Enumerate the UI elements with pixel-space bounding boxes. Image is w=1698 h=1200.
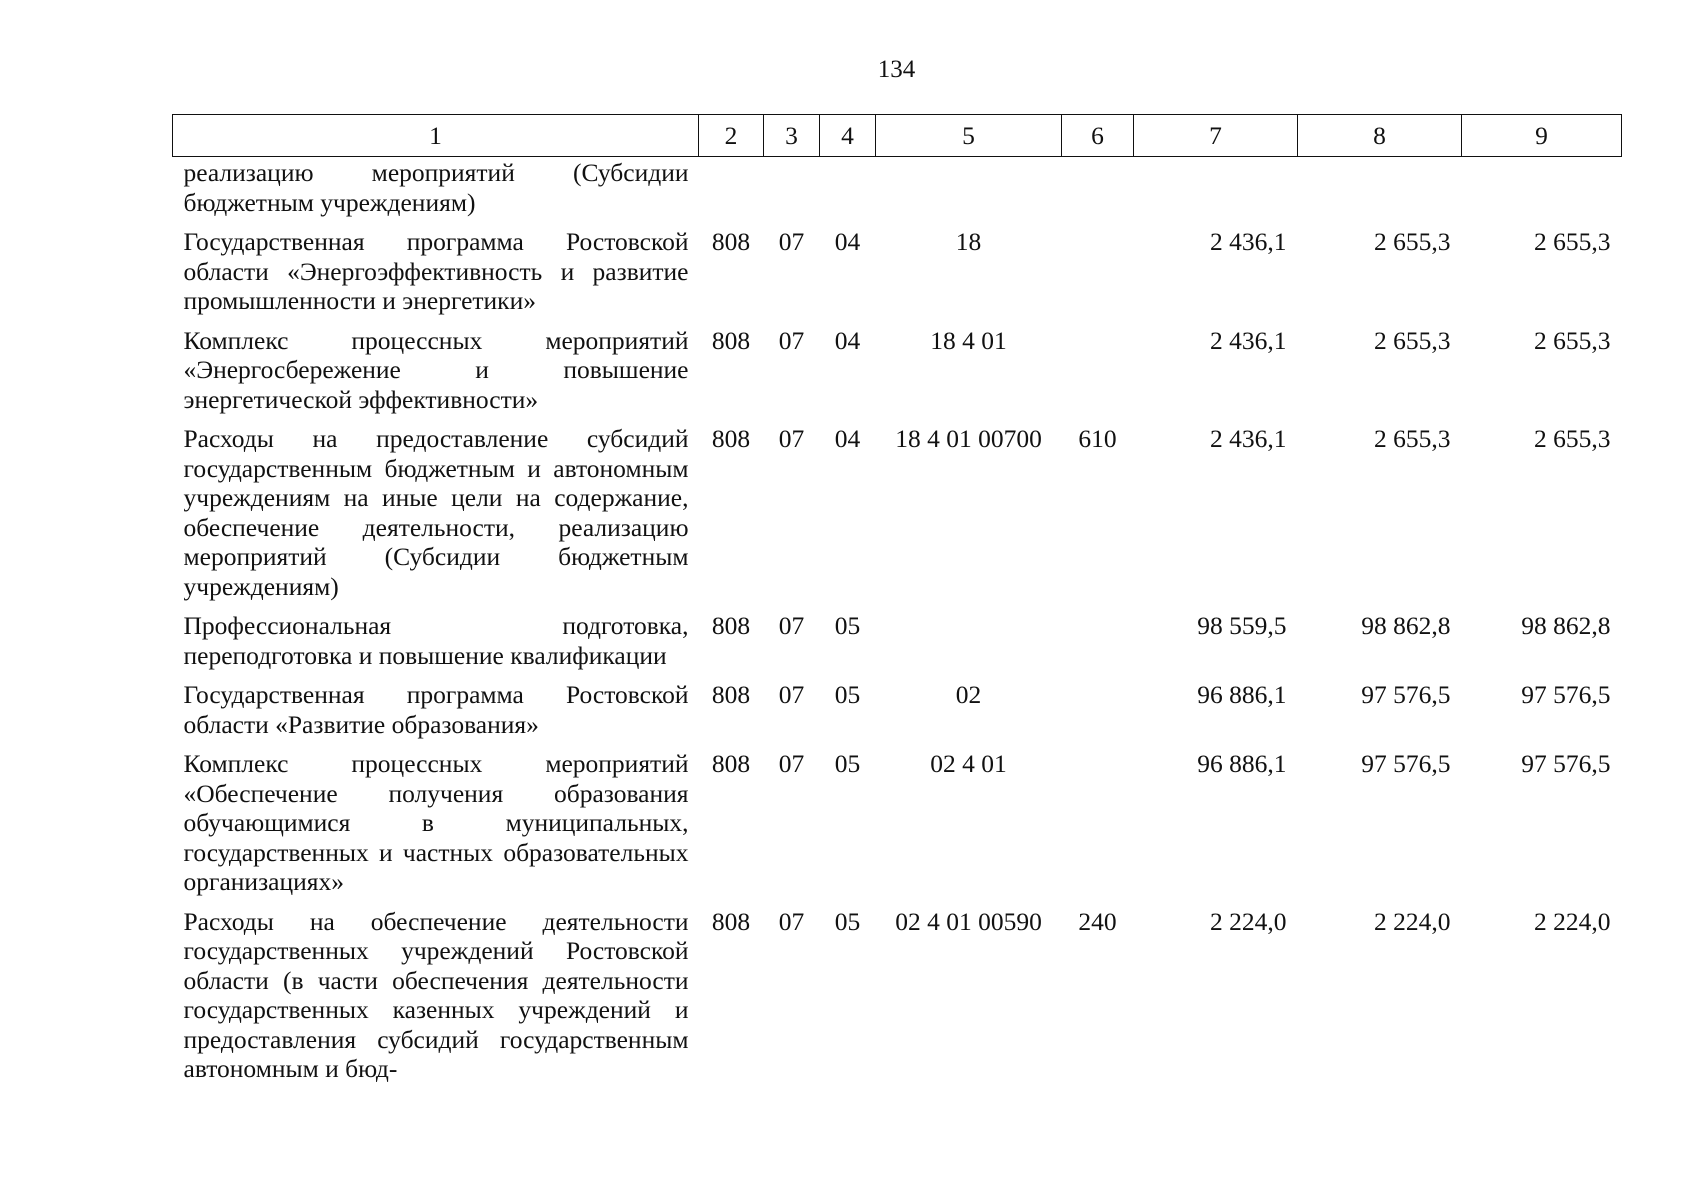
- subsection-code: 05: [834, 611, 861, 640]
- table-row: [173, 326, 1622, 425]
- budget-table: [172, 114, 1622, 1094]
- ministry-code: 808: [711, 424, 751, 453]
- header-cell-8: 8: [1298, 115, 1462, 157]
- expense-type-code: [1062, 611, 1134, 680]
- subsection-code: 05: [834, 680, 861, 709]
- expense-type-code: [1062, 227, 1134, 326]
- amount-year-3: 2 655,3: [1534, 424, 1611, 453]
- amount-year-3: 97 576,5: [1521, 680, 1611, 709]
- header-cell-7: 7: [1134, 115, 1298, 157]
- amount-year-1: 98 559,5: [1197, 611, 1287, 640]
- target-article-code: 02: [955, 680, 982, 709]
- header-cell-4: 4: [820, 115, 876, 157]
- amount-year-3: 2 655,3: [1534, 325, 1611, 355]
- table-row: [173, 424, 1622, 611]
- header-cell-6: 6: [1062, 115, 1134, 157]
- subsection-code: 05: [834, 906, 861, 936]
- target-article-code: 18 4 01: [930, 325, 1007, 355]
- section-code: 07: [778, 749, 805, 778]
- target-article-code: [876, 611, 1062, 680]
- amount-year-3: 2 655,3: [1534, 227, 1611, 256]
- target-article-code: 18 4 01 00700: [895, 424, 1042, 453]
- header-cell-9: 9: [1462, 115, 1622, 157]
- expense-type-code: 240: [1078, 906, 1117, 936]
- subsection-code: 04: [834, 325, 861, 355]
- amount-year-3: [1462, 157, 1622, 228]
- expense-type-code: [1062, 749, 1134, 907]
- section-code: [764, 157, 820, 228]
- table-row: [173, 227, 1622, 326]
- header-row: [173, 115, 1622, 157]
- expense-description: Государственная программа Ростовской области «Развитие образования»: [183, 680, 689, 739]
- target-article-code: [876, 157, 1062, 228]
- table-body: [173, 157, 1622, 1094]
- amount-year-1: 2 436,1: [1210, 227, 1287, 256]
- expense-description: Комплекс процессных мероприятий «Энергосбережение и повышение энергетической эффективности»: [183, 325, 689, 414]
- section-code: 07: [778, 424, 805, 453]
- target-article-code: 18: [955, 227, 982, 256]
- table-row: [173, 157, 1622, 228]
- amount-year-1: 2 224,0: [1210, 906, 1287, 936]
- expense-type-code: [1062, 157, 1134, 228]
- amount-year-1: 96 886,1: [1197, 680, 1287, 709]
- ministry-code: 808: [711, 325, 751, 355]
- expense-description: Профессиональная подготовка, переподготовка и повышение квалификации: [183, 611, 689, 670]
- amount-year-1: 96 886,1: [1197, 749, 1287, 778]
- expense-type-code: 610: [1078, 424, 1117, 453]
- section-code: 07: [778, 325, 805, 355]
- expense-description: реализацию мероприятий (Субсидии бюджетным учреждениям): [183, 158, 689, 217]
- expense-type-code: [1062, 326, 1134, 425]
- amount-year-3: 98 862,8: [1521, 611, 1611, 640]
- ministry-code: 808: [711, 680, 751, 709]
- ministry-code: 808: [711, 611, 751, 640]
- subsection-code: 04: [834, 424, 861, 453]
- target-article-code: 02 4 01: [930, 749, 1007, 778]
- amount-year-2: 2 655,3: [1374, 325, 1451, 355]
- table-row: [173, 749, 1622, 907]
- amount-year-2: 98 862,8: [1361, 611, 1451, 640]
- subsection-code: [820, 157, 876, 228]
- amount-year-2: 2 224,0: [1374, 906, 1451, 936]
- page-number: 134: [877, 56, 916, 83]
- section-code: 07: [778, 906, 805, 936]
- amount-year-2: 97 576,5: [1361, 680, 1451, 709]
- target-article-code: 02 4 01 00590: [895, 906, 1042, 936]
- ministry-code: 808: [711, 749, 751, 778]
- expense-description: Государственная программа Ростовской области «Энергоэффективность и развитие промышленности и энергетики»: [183, 227, 689, 315]
- section-code: 07: [778, 227, 805, 256]
- table-row: [173, 611, 1622, 680]
- header-cell-2: 2: [699, 115, 764, 157]
- amount-year-1: [1134, 157, 1298, 228]
- section-code: 07: [778, 680, 805, 709]
- amount-year-2: 2 655,3: [1374, 227, 1451, 256]
- amount-year-3: 97 576,5: [1521, 749, 1611, 778]
- expense-description: Расходы на обеспечение деятельности государственных учреждений Ростовской области (в части обеспечения деятельности государственных казенных учреждений и предоставления субсидий государственным автономным и бюд-: [183, 906, 689, 1083]
- subsection-code: 05: [834, 749, 861, 778]
- amount-year-1: 2 436,1: [1210, 424, 1287, 453]
- table-row: [173, 907, 1622, 1094]
- expense-type-code: [1062, 680, 1134, 749]
- section-code: 07: [778, 611, 805, 640]
- table-header: [173, 115, 1622, 157]
- amount-year-1: 2 436,1: [1210, 325, 1287, 355]
- header-cell-1: 1: [173, 115, 699, 157]
- amount-year-3: 2 224,0: [1534, 906, 1611, 936]
- amount-year-2: 2 655,3: [1374, 424, 1451, 453]
- ministry-code: 808: [711, 227, 751, 256]
- ministry-code: 808: [711, 906, 751, 936]
- amount-year-2: 97 576,5: [1361, 749, 1451, 778]
- subsection-code: 04: [834, 227, 861, 256]
- ministry-code: [699, 157, 764, 228]
- expense-description: Комплекс процессных мероприятий «Обеспечение получения образования обучающимися в муниципальных, государственных и частных образовательных организациях»: [183, 749, 689, 896]
- expense-description: Расходы на предоставление субсидий государственным бюджетным и автономным учреждениям на иные цели на содержание, обеспечение деятельности, реализацию мероприятий (Субсидии бюджетным учреждениям): [183, 424, 689, 601]
- table-row: [173, 680, 1622, 749]
- amount-year-2: [1298, 157, 1462, 228]
- header-cell-5: 5: [876, 115, 1062, 157]
- header-cell-3: 3: [764, 115, 820, 157]
